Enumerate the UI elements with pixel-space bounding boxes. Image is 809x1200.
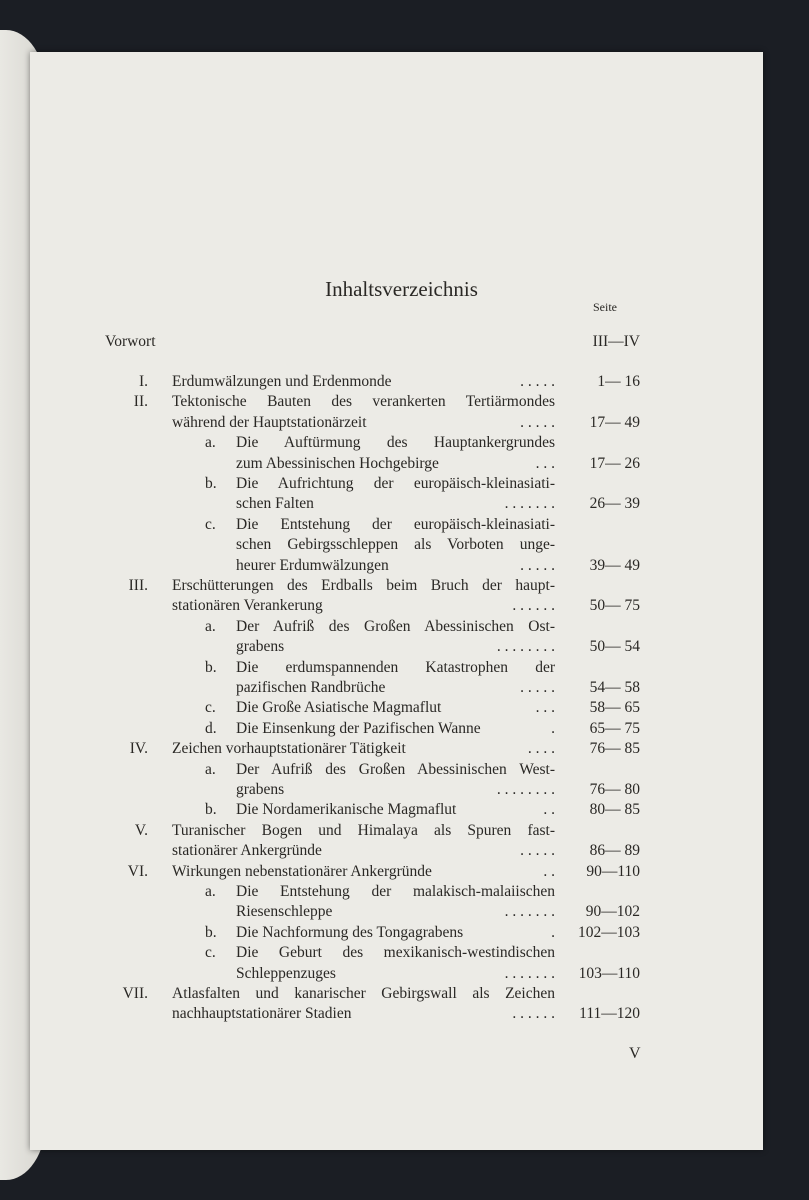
entry-text: Die erdumspannenden Katastrophen der — [236, 659, 555, 676]
entry-pages: 65— 75 — [589, 720, 640, 737]
leader-dots: . . . . . — [520, 414, 555, 431]
leader-dots: . . . . . — [520, 842, 555, 859]
entry-text: Turanischer Bogen und Himalaya als Spuren fast- — [172, 822, 555, 839]
entry-text: Erschütterungen des Erdballs beim Bruch der haupt- — [172, 577, 555, 594]
entry-text: Wirkungen nebenstationärer Ankergründe — [172, 863, 432, 880]
entry-text: schen Falten — [236, 495, 314, 512]
entry-text: Die Aufrichtung der europäisch-kleinasiati- — [236, 475, 555, 492]
leader-dots: . — [551, 720, 555, 737]
entry-letter: b. — [205, 659, 217, 676]
entry-text: Riesenschleppe — [236, 903, 333, 920]
leader-dots: . . . . . . . — [504, 903, 555, 920]
entry-text: schen Gebirgsschleppen als Vorboten unge- — [236, 536, 555, 553]
leader-dots: . . . . . . . . — [496, 781, 555, 798]
leader-dots: . . . . — [527, 740, 555, 757]
entry-pages: 86— 89 — [589, 842, 640, 859]
entry-text: Die Entstehung der europäisch-kleinasiati- — [236, 516, 555, 533]
entry-letter: c. — [205, 699, 216, 716]
entry-text: Der Aufriß des Großen Abessinischen Ost- — [236, 618, 555, 635]
entry-number: I. — [138, 373, 148, 390]
entry-letter: a. — [205, 618, 216, 635]
entry-text: pazifischen Randbrüche — [236, 679, 386, 696]
entry-pages: 58— 65 — [589, 699, 640, 716]
entry-text: Die Nachformung des Tongagrabens — [236, 924, 464, 941]
entry-text: Der Aufriß des Großen Abessinischen West- — [236, 761, 555, 778]
entry-pages: 102—103 — [578, 924, 640, 941]
entry-letter: c. — [205, 944, 216, 961]
entry-pages: 103—110 — [578, 965, 640, 982]
entry-pages: 50— 75 — [589, 597, 640, 614]
entry-pages: 90—110 — [586, 863, 640, 880]
entry-text: Die Große Asiatische Magmaflut — [236, 699, 442, 716]
entry-pages: 80— 85 — [589, 801, 640, 818]
leader-dots: . . . — [535, 699, 555, 716]
page-folio: V — [629, 1045, 641, 1062]
entry-text: Zeichen vorhauptstationärer Tätigkeit — [172, 740, 406, 757]
leader-dots: . . . . . . — [512, 1005, 555, 1022]
leader-dots: . . — [543, 863, 555, 880]
page-title: Inhaltsverzeichnis — [325, 277, 478, 301]
entry-pages: 26— 39 — [589, 495, 640, 512]
leader-dots: . . . . . . . — [504, 965, 555, 982]
entry-text: zum Abessinischen Hochgebirge — [236, 455, 439, 472]
entry-pages: 17— 26 — [589, 455, 640, 472]
leader-dots: . . . . . — [520, 557, 555, 574]
entry-pages: 54— 58 — [589, 679, 640, 696]
entry-number: IV. — [129, 740, 148, 757]
entry-pages: 39— 49 — [589, 557, 640, 574]
entry-number: VI. — [127, 863, 148, 880]
entry-pages: 17— 49 — [589, 414, 640, 431]
entry-number: V. — [134, 822, 148, 839]
entry-text: Die Auftürmung des Hauptankergrundes — [236, 434, 555, 451]
entry-text: Schleppenzuges — [236, 965, 336, 982]
vorwort-label: Vorwort — [105, 333, 156, 350]
entry-text: grabens — [236, 638, 285, 655]
entry-number: II. — [133, 393, 148, 410]
entry-text: Tektonische Bauten des verankerten Tertiärmondes — [172, 393, 555, 410]
entry-pages: 76— 85 — [589, 740, 640, 757]
entry-pages: 76— 80 — [589, 781, 640, 798]
entry-pages: 1— 16 — [597, 373, 640, 390]
entry-letter: b. — [205, 801, 217, 818]
table-of-contents — [30, 52, 763, 1150]
entry-letter: a. — [205, 434, 216, 451]
entry-text: Atlasfalten und kanarischer Gebirgswall als Zeichen — [172, 985, 555, 1002]
entry-number: III. — [128, 577, 148, 594]
entry-number: VII. — [122, 985, 148, 1002]
entry-letter: a. — [205, 883, 216, 900]
entry-letter: d. — [205, 720, 217, 737]
entry-letter: c. — [205, 516, 216, 533]
leader-dots: . . . — [535, 455, 555, 472]
entry-text: stationären Verankerung — [172, 597, 323, 614]
book-page — [30, 52, 763, 1150]
page-column-label: Seite — [593, 300, 617, 314]
leader-dots: . . . . . — [520, 679, 555, 696]
entry-text: Die Entstehung der malakisch-malaiischen — [236, 883, 555, 900]
entry-text: nachhauptstationärer Stadien — [172, 1005, 352, 1022]
vorwort-pages: III—IV — [592, 333, 640, 350]
entry-text: Die Einsenkung der Pazifischen Wanne — [236, 720, 481, 737]
entry-text: Die Geburt des mexikanisch-westindischen — [236, 944, 555, 961]
leader-dots: . . . . . — [520, 373, 555, 390]
entry-letter: b. — [205, 475, 217, 492]
leader-dots: . . — [543, 801, 555, 818]
entry-letter: a. — [205, 761, 216, 778]
entry-text: Erdumwälzungen und Erdenmonde — [172, 373, 392, 390]
entry-pages: 90—102 — [585, 903, 640, 920]
entry-text: grabens — [236, 781, 285, 798]
leader-dots: . . . . . . — [512, 597, 555, 614]
leader-dots: . — [551, 924, 555, 941]
entry-pages: 111—120 — [579, 1005, 640, 1022]
entry-text: Die Nordamerikanische Magmaflut — [236, 801, 457, 818]
entry-letter: b. — [205, 924, 217, 941]
leader-dots: . . . . . . . — [504, 495, 555, 512]
entry-text: während der Hauptstationärzeit — [172, 414, 367, 431]
entry-text: stationärer Ankergründe — [172, 842, 322, 859]
entry-text: heurer Erdumwälzungen — [236, 557, 389, 574]
leader-dots: . . . . . . . . — [496, 638, 555, 655]
entry-pages: 50— 54 — [589, 638, 640, 655]
